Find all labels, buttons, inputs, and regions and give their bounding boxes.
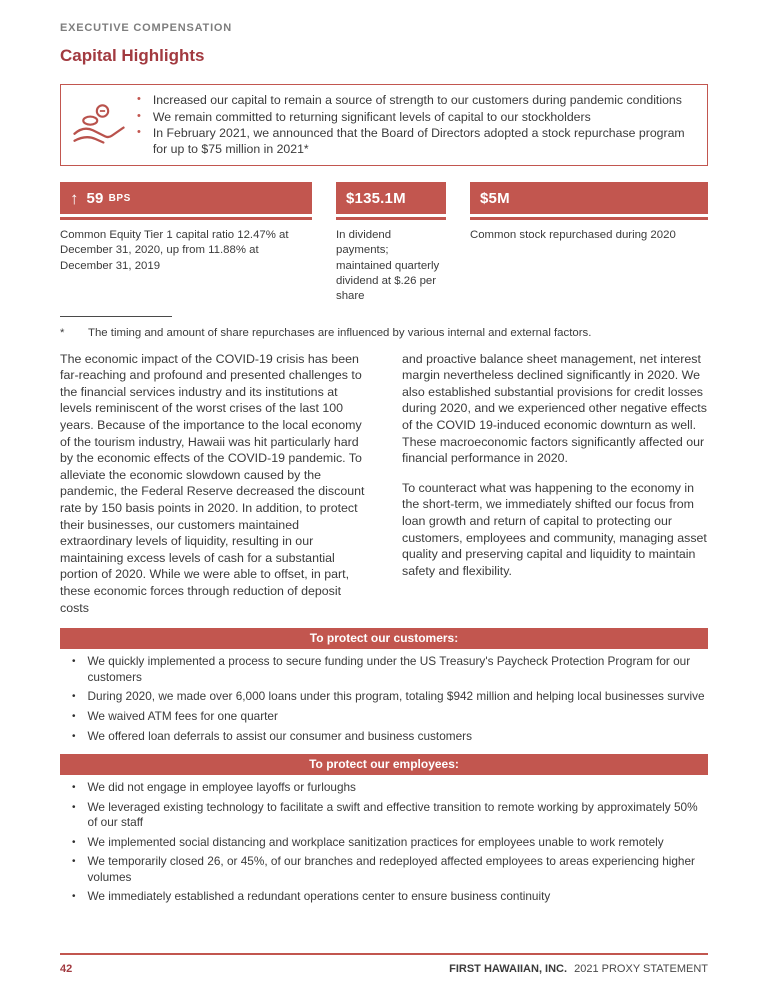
hand-coins-icon [69, 103, 129, 147]
employees-bullet-text: We implemented social distancing and workplace sanitization practices for employees unable to work remotely [87, 834, 664, 849]
highlight-bullet-text: Increased our capital to remain a source of strength to our customers during pandemic conditions [152, 93, 682, 107]
stat-underline [336, 217, 446, 220]
highlight-bullet-list [137, 93, 693, 157]
list-item [137, 93, 693, 109]
up-arrow-icon: ↑ [70, 188, 79, 208]
list-item [72, 835, 708, 851]
list-item [72, 654, 708, 685]
list-item [72, 689, 708, 705]
employees-bullet-list [60, 780, 708, 905]
bullet-icon [72, 709, 76, 725]
bullet-icon [72, 800, 76, 831]
list-item [72, 709, 708, 725]
stat-underline [60, 217, 312, 220]
list-item [137, 126, 693, 157]
bullet-icon [72, 889, 76, 905]
section-label: EXECUTIVE COMPENSATION [60, 22, 233, 34]
stat-bar [60, 182, 312, 214]
stat-cet1 [60, 182, 312, 303]
highlight-bullet-text: We remain committed to returning significant levels of capital to our stockholders [152, 109, 591, 124]
capital-highlights-box [60, 84, 708, 166]
stat-dividends [336, 182, 446, 303]
customers-bullet-text: We waived ATM fees for one quarter [87, 708, 278, 723]
employees-banner: To protect our employees: [60, 754, 708, 775]
stat-underline [470, 217, 708, 220]
stat-value: $5M [480, 189, 510, 207]
bullet-icon [72, 689, 76, 705]
footnote-marker: * [60, 326, 65, 339]
stat-bar [336, 182, 446, 214]
stat-unit: BPS [108, 192, 131, 204]
bullet-icon [72, 854, 76, 885]
stat-description: In dividend payments; maintained quarterly dividend at $.26 per share [336, 229, 440, 302]
footer-doc-title: 2021 PROXY STATEMENT [574, 963, 708, 975]
bullet-icon [137, 110, 141, 126]
body-right-column [402, 351, 708, 617]
body-left-column [60, 351, 366, 617]
stat-value: 59 [86, 189, 104, 207]
list-item [72, 800, 708, 831]
list-item [72, 854, 708, 885]
employees-bullet-text: We temporarily closed 26, or 45%, of our branches and redeployed affected employees to areas experiencing higher volumes [87, 854, 695, 884]
customers-bullet-list [60, 654, 708, 744]
footnote [60, 316, 708, 341]
body-paragraph: and proactive balance sheet management, net interest margin nevertheless declined significantly in 2020. We also established substantial provisions for credit losses during 2020, and we experienced other negative effects of the COVID 19-induced economic downturn as well. These macroeconomic factors significantly affected our financial performance in 2020. [402, 351, 707, 466]
page-title: Capital Highlights [60, 46, 205, 65]
stat-description: Common stock repurchased during 2020 [470, 229, 676, 242]
footnote-text: The timing and amount of share repurchases are influenced by various internal and external factors. [88, 326, 592, 339]
list-item [137, 110, 693, 126]
bullet-icon [137, 93, 141, 109]
customers-banner: To protect our customers: [60, 628, 708, 649]
footer-text [449, 963, 708, 975]
highlight-bullet-text: In February 2021, we announced that the Board of Directors adopted a stock repurchase program for up to $75 million in 2021* [152, 126, 685, 156]
stat-repurchase [470, 182, 708, 303]
stat-value: $135.1M [346, 189, 406, 207]
page-number: 42 [60, 963, 73, 975]
employees-bullet-text: We immediately established a redundant operations center to ensure business continuity [87, 889, 551, 904]
bullet-icon [72, 835, 76, 851]
bullet-icon [72, 780, 76, 796]
bullet-icon [137, 126, 141, 157]
list-item [72, 729, 708, 745]
list-item [72, 780, 708, 796]
customers-bullet-text: We offered loan deferrals to assist our consumer and business customers [87, 728, 472, 743]
footnote-row [60, 326, 708, 341]
customers-bullet-text: We quickly implemented a process to secure funding under the US Treasury's Paycheck Protection Program for our customers [87, 654, 691, 684]
list-item [72, 889, 708, 905]
footer-brand: FIRST HAWAIIAN, INC. [449, 963, 568, 975]
employees-bullet-text: We leveraged existing technology to facilitate a swift and effective transition to remote working by approximately 50% of our staff [87, 799, 698, 830]
stats-row [60, 182, 708, 303]
customers-bullet-text: During 2020, we made over 6,000 loans under this program, totaling $942 million and helping local businesses survive [87, 689, 705, 704]
page-footer [60, 953, 708, 975]
stat-bar [470, 182, 708, 214]
body-columns [60, 351, 708, 617]
body-paragraph: To counteract what was happening to the economy in the short-term, we immediately shifted our focus from loan growth and return of capital to protecting our customers, employees and community, managing asset quality and preserving capital and liquidity to maintain safety and flexibility. [402, 480, 707, 578]
body-paragraph: The economic impact of the COVID-19 crisis has been far-reaching and profound and presented challenges to the financial services industry and its institutions at levels reminiscent of the worst crises of the last 100 years. Because of the importance to the local economy of the tourism industry, Hawaii was hit particularly hard by the economic effects of the COVID-19 pandemic. To alleviate the economic slowdown caused by the pandemic, the Federal Reserve decreased the discount rate by 150 basis points in 2020. In addition, to protect their businesses, our customers maintained extraordinary levels of liquidity, resulting in our maintaining excess levels of cash for a substantial portion of 2020. While we were able to offset, in part, these economic forces through reduction of deposit costs [60, 351, 365, 615]
footnote-divider [60, 316, 172, 317]
stat-description: Common Equity Tier 1 capital ratio 12.47% at December 31, 2020, up from 11.88% at December 31, 2019 [60, 229, 289, 272]
employees-bullet-text: We did not engage in employee layoffs or furloughs [87, 780, 356, 795]
bullet-icon [72, 654, 76, 685]
bullet-icon [72, 729, 76, 745]
